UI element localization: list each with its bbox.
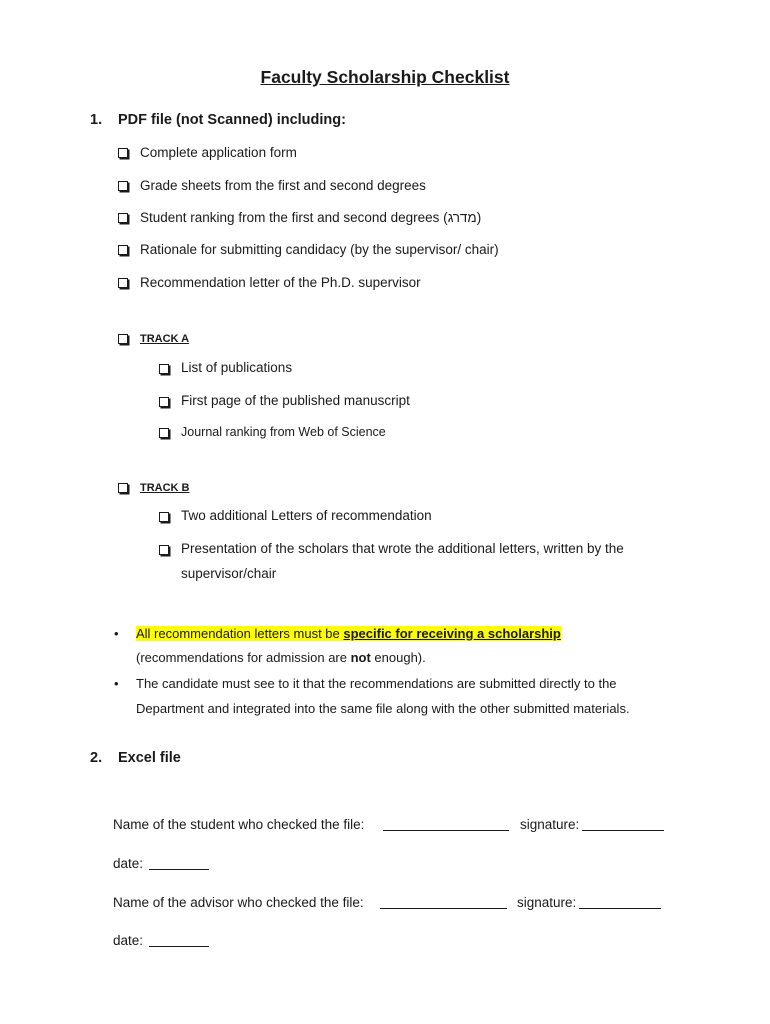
section-1-number: 1. xyxy=(90,112,103,128)
student-signature-label: signature: xyxy=(520,817,580,832)
list-item: Presentation of the scholars that wrote the additional letters, written by the xyxy=(181,541,624,556)
bullet-icon: • xyxy=(114,676,119,691)
note-1-bold: not xyxy=(350,650,371,665)
list-item: Journal ranking from Web of Science xyxy=(181,425,386,439)
student-name-label: Name of the student who checked the file: xyxy=(113,817,365,832)
checkbox-icon[interactable] xyxy=(118,148,128,158)
advisor-signature-label: signature: xyxy=(517,895,577,910)
checkbox-icon[interactable] xyxy=(159,428,169,438)
advisor-name-field[interactable] xyxy=(380,896,507,909)
list-item: Complete application form xyxy=(140,145,297,160)
note-2-line-1: The candidate must see to it that the recommendations are submitted directly to the xyxy=(136,676,617,691)
student-date-label: date: xyxy=(113,856,144,871)
list-item: Grade sheets from the first and second degrees xyxy=(140,178,426,193)
student-signature-field[interactable] xyxy=(582,818,664,831)
list-item: Student ranking from the first and second degrees (מדרג) xyxy=(140,210,482,225)
note-1 xyxy=(136,626,561,641)
checkbox-icon[interactable] xyxy=(159,397,169,407)
list-item: First page of the published manuscript xyxy=(181,393,410,408)
checkbox-icon[interactable] xyxy=(118,181,128,191)
checkbox-icon[interactable] xyxy=(159,545,169,555)
list-item: Recommendation letter of the Ph.D. supervisor xyxy=(140,275,421,290)
checkbox-icon[interactable] xyxy=(118,278,128,288)
note-1-highlight: All recommendation letters must be xyxy=(136,626,344,641)
section-2-number: 2. xyxy=(90,750,103,766)
list-item: List of publications xyxy=(181,360,293,375)
advisor-name-label: Name of the advisor who checked the file: xyxy=(113,895,364,910)
student-date-field[interactable] xyxy=(149,857,209,870)
bullet-icon: • xyxy=(114,626,119,641)
checkbox-icon[interactable] xyxy=(118,334,128,344)
advisor-date-label: date: xyxy=(113,933,144,948)
track-b-label: TRACK B xyxy=(140,482,190,494)
section-2-heading: Excel file xyxy=(118,750,181,766)
note-1-line-2 xyxy=(136,650,426,665)
list-item: Two additional Letters of recommendation xyxy=(181,508,432,523)
note-1-emphasis: specific for receiving a scholarship xyxy=(343,626,561,641)
note-2-line-2: Department and integrated into the same file along with the other submitted materials. xyxy=(136,701,630,716)
list-item-continuation: supervisor/chair xyxy=(181,566,277,581)
checkbox-icon[interactable] xyxy=(118,245,128,255)
checkbox-icon[interactable] xyxy=(159,364,169,374)
advisor-date-field[interactable] xyxy=(149,934,209,947)
note-1-text-c: enough). xyxy=(370,650,426,665)
note-1-text-a: (recommendations for admission are xyxy=(136,650,351,665)
checkbox-icon[interactable] xyxy=(159,512,169,522)
list-item: Rationale for submitting candidacy (by the supervisor/ chair) xyxy=(140,242,499,257)
advisor-signature-field[interactable] xyxy=(579,896,661,909)
checkbox-icon[interactable] xyxy=(118,213,128,223)
track-a-label: TRACK A xyxy=(140,333,190,345)
checkbox-icon[interactable] xyxy=(118,483,128,493)
student-name-field[interactable] xyxy=(383,818,509,831)
section-1-heading: PDF file (not Scanned) including: xyxy=(118,112,346,128)
page-title: Faculty Scholarship Checklist xyxy=(260,67,510,87)
